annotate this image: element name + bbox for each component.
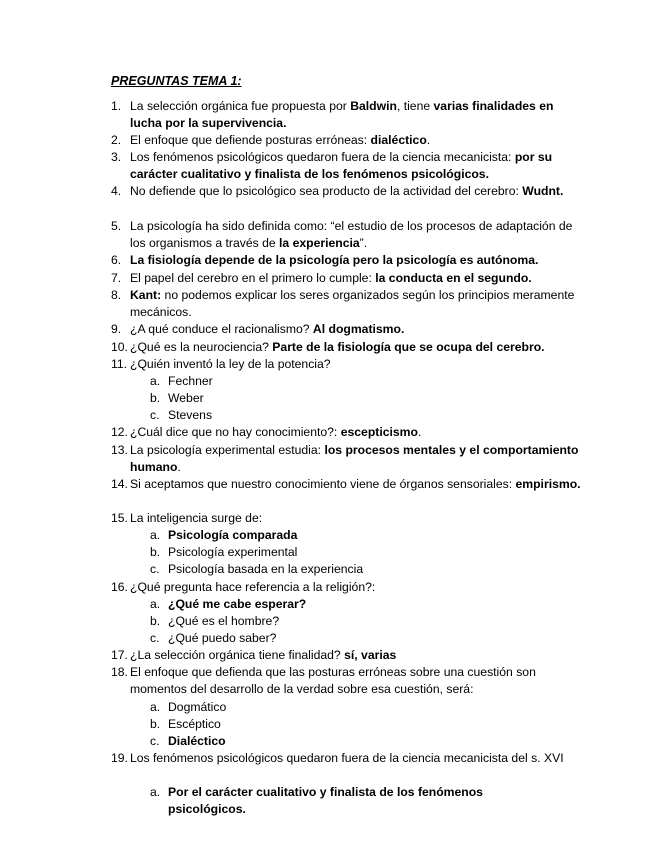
text-run: Weber (168, 391, 204, 405)
bold-answer-text: dialéctico (370, 133, 427, 147)
option-letter: a. (150, 528, 161, 542)
option-text (168, 527, 570, 544)
question-5 (111, 218, 581, 252)
option-text (168, 733, 570, 750)
question-text (130, 424, 581, 441)
question-text (130, 218, 581, 252)
text-run: El enfoque que defienda que las posturas erróneas sobre una cuestión son momentos del desarrollo de la verdad sobre esa cuestión, será: (130, 665, 536, 696)
option-letter: c. (150, 734, 160, 748)
option-letter: b. (150, 545, 161, 559)
question-text (130, 252, 581, 269)
question-number: 9. (111, 322, 122, 336)
question-18 (111, 664, 581, 698)
option-text (168, 784, 510, 818)
question-7 (111, 270, 581, 287)
bold-answer-text: la conducta en el segundo. (375, 271, 532, 285)
question-13 (111, 442, 581, 476)
bold-answer-text: empirismo. (515, 477, 581, 491)
text-run: ¿La selección orgánica tiene finalidad? (130, 648, 345, 662)
bold-answer-text: por su carácter cualitativo y finalista de los fenómenos psicológicos. (130, 150, 553, 181)
question-text (130, 442, 581, 476)
bold-answer-text: Dialéctico (168, 734, 226, 748)
text-run: Psicología experimental (168, 545, 298, 559)
bold-answer-text: Baldwin (350, 99, 397, 113)
text-run: El papel del cerebro en el primero lo cumple: (130, 271, 376, 285)
question-9 (111, 321, 581, 338)
question-number: 3. (111, 150, 122, 164)
bold-answer-text: la experiencia (279, 236, 360, 250)
text-run: Escéptico (168, 717, 221, 731)
bold-answer-text: Wudnt. (522, 184, 564, 198)
option-19a (150, 784, 510, 818)
page-title: PREGUNTAS TEMA 1: (111, 74, 242, 88)
option-16a (150, 596, 570, 613)
text-run: ¿Qué es el hombre? (168, 614, 280, 628)
bold-answer-text: Por el carácter cualitativo y finalista de los fenómenos psicológicos. (168, 785, 483, 816)
text-run: La psicología experimental estudia: (130, 443, 325, 457)
text-run: Stevens (168, 408, 213, 422)
option-letter: b. (150, 717, 161, 731)
question-3 (111, 149, 581, 183)
question-number: 12. (111, 425, 128, 439)
text-run: Dogmático (168, 700, 227, 714)
text-run: no podemos explicar los seres organizados según los principios meramente mecánicos. (130, 288, 575, 319)
option-letter: b. (150, 391, 161, 405)
option-text (168, 390, 570, 407)
question-15 (111, 510, 581, 527)
question-number: 17. (111, 648, 128, 662)
question-text (130, 339, 581, 356)
question-text (130, 356, 581, 373)
option-letter: c. (150, 408, 160, 422)
text-run: Si aceptamos que nuestro conocimiento viene de órganos sensoriales: (130, 477, 516, 491)
question-text (130, 149, 581, 183)
text-run: La psicología ha sido definida como: “el estudio de los procesos de adaptación de los organismos a través de (130, 219, 573, 250)
question-17 (111, 647, 581, 664)
question-number: 19. (111, 751, 128, 765)
option-16c (150, 630, 570, 647)
question-19 (111, 750, 581, 767)
bold-answer-text: varias finalidades en lucha por la supervivencia. (130, 99, 554, 130)
text-run: No defiende que lo psicológico sea producto de la actividad del cerebro: (130, 184, 523, 198)
question-text (130, 183, 581, 200)
option-text (168, 699, 570, 716)
question-number: 15. (111, 511, 128, 525)
question-text (130, 132, 581, 149)
question-text (130, 664, 581, 698)
question-text (130, 98, 581, 132)
option-15c (150, 561, 570, 578)
bold-answer-text: sí, varias (344, 648, 397, 662)
text-run: La selección orgánica fue propuesta por (130, 99, 351, 113)
text-run: Los fenómenos psicológicos quedaron fuera de la ciencia mecanicista: (130, 150, 515, 164)
text-run: ¿A qué conduce el racionalismo? (130, 322, 313, 336)
text-run: . (426, 133, 431, 147)
option-letter: a. (150, 374, 161, 388)
option-11c (150, 407, 570, 424)
option-text (168, 630, 570, 647)
question-number: 10. (111, 340, 128, 354)
option-text (168, 561, 570, 578)
question-number: 18. (111, 665, 128, 679)
text-run: ¿Qué pregunta hace referencia a la religión?: (130, 580, 376, 594)
option-letter: a. (150, 700, 161, 714)
question-number: 6. (111, 253, 122, 267)
question-number: 11. (111, 357, 128, 371)
bold-answer-text: ¿Qué me cabe esperar? (168, 597, 307, 611)
text-run: La inteligencia surge de: (130, 511, 263, 525)
question-text (130, 750, 581, 767)
question-text (130, 510, 581, 527)
question-text (130, 287, 581, 321)
bold-answer-text: La fisiología depende de la psicología pero la psicología es autónoma. (130, 253, 539, 267)
option-text (168, 407, 570, 424)
option-16b (150, 613, 570, 630)
question-6 (111, 252, 581, 269)
question-number: 7. (111, 271, 122, 285)
bold-answer-text: Al dogmatismo. (312, 322, 405, 336)
option-text (168, 716, 570, 733)
text-run: ¿Qué es la neurociencia? (130, 340, 273, 354)
question-number: 8. (111, 288, 122, 302)
question-number: 1. (111, 99, 122, 113)
question-number: 16. (111, 580, 128, 594)
option-11b (150, 390, 570, 407)
option-18a (150, 699, 570, 716)
bold-answer-text: Psicología comparada (168, 528, 298, 542)
question-text (130, 270, 581, 287)
text-run: El enfoque que defiende posturas erróneas: (130, 133, 371, 147)
question-16 (111, 579, 581, 596)
option-text (168, 613, 570, 630)
bold-answer-text: Kant: (130, 288, 162, 302)
text-run: ”. (359, 236, 368, 250)
text-run: Fechner (168, 374, 213, 388)
option-15a (150, 527, 570, 544)
option-letter: a. (150, 785, 161, 799)
option-letter: a. (150, 597, 161, 611)
option-text (168, 544, 570, 561)
text-run: ¿Qué puedo saber? (168, 631, 277, 645)
question-4 (111, 183, 581, 200)
option-18b (150, 716, 570, 733)
question-text (130, 321, 581, 338)
question-number: 13. (111, 443, 128, 457)
bold-answer-text: los procesos mentales y el comportamiento humano (130, 443, 579, 474)
question-2 (111, 132, 581, 149)
text-run: ¿Quién inventó la ley de la potencia? (130, 357, 331, 371)
question-text (130, 647, 581, 664)
text-run: . (177, 460, 181, 474)
question-number: 4. (111, 184, 122, 198)
text-run: Psicología basada en la experiencia (168, 562, 364, 576)
bold-answer-text: escepticismo (340, 425, 418, 439)
question-number: 14. (111, 477, 128, 491)
option-letter: b. (150, 614, 161, 628)
text-run: Los fenómenos psicológicos quedaron fuera de la ciencia mecanicista del s. XVI (130, 751, 564, 765)
text-run: . (417, 425, 422, 439)
text-run: , tiene (396, 99, 434, 113)
option-letter: c. (150, 562, 160, 576)
question-14 (111, 476, 581, 493)
question-8 (111, 287, 581, 321)
question-11 (111, 356, 581, 373)
question-1 (111, 98, 581, 132)
question-number: 2. (111, 133, 122, 147)
question-text (130, 476, 581, 493)
option-letter: c. (150, 631, 160, 645)
option-15b (150, 544, 570, 561)
option-18c (150, 733, 570, 750)
question-text (130, 579, 581, 596)
question-10 (111, 339, 581, 356)
option-text (168, 373, 570, 390)
option-text (168, 596, 570, 613)
question-12 (111, 424, 581, 441)
bold-answer-text: Parte de la fisiología que se ocupa del cerebro. (272, 340, 545, 354)
text-run: ¿Cuál dice que no hay conocimiento?: (130, 425, 341, 439)
question-number: 5. (111, 219, 122, 233)
option-11a (150, 373, 570, 390)
